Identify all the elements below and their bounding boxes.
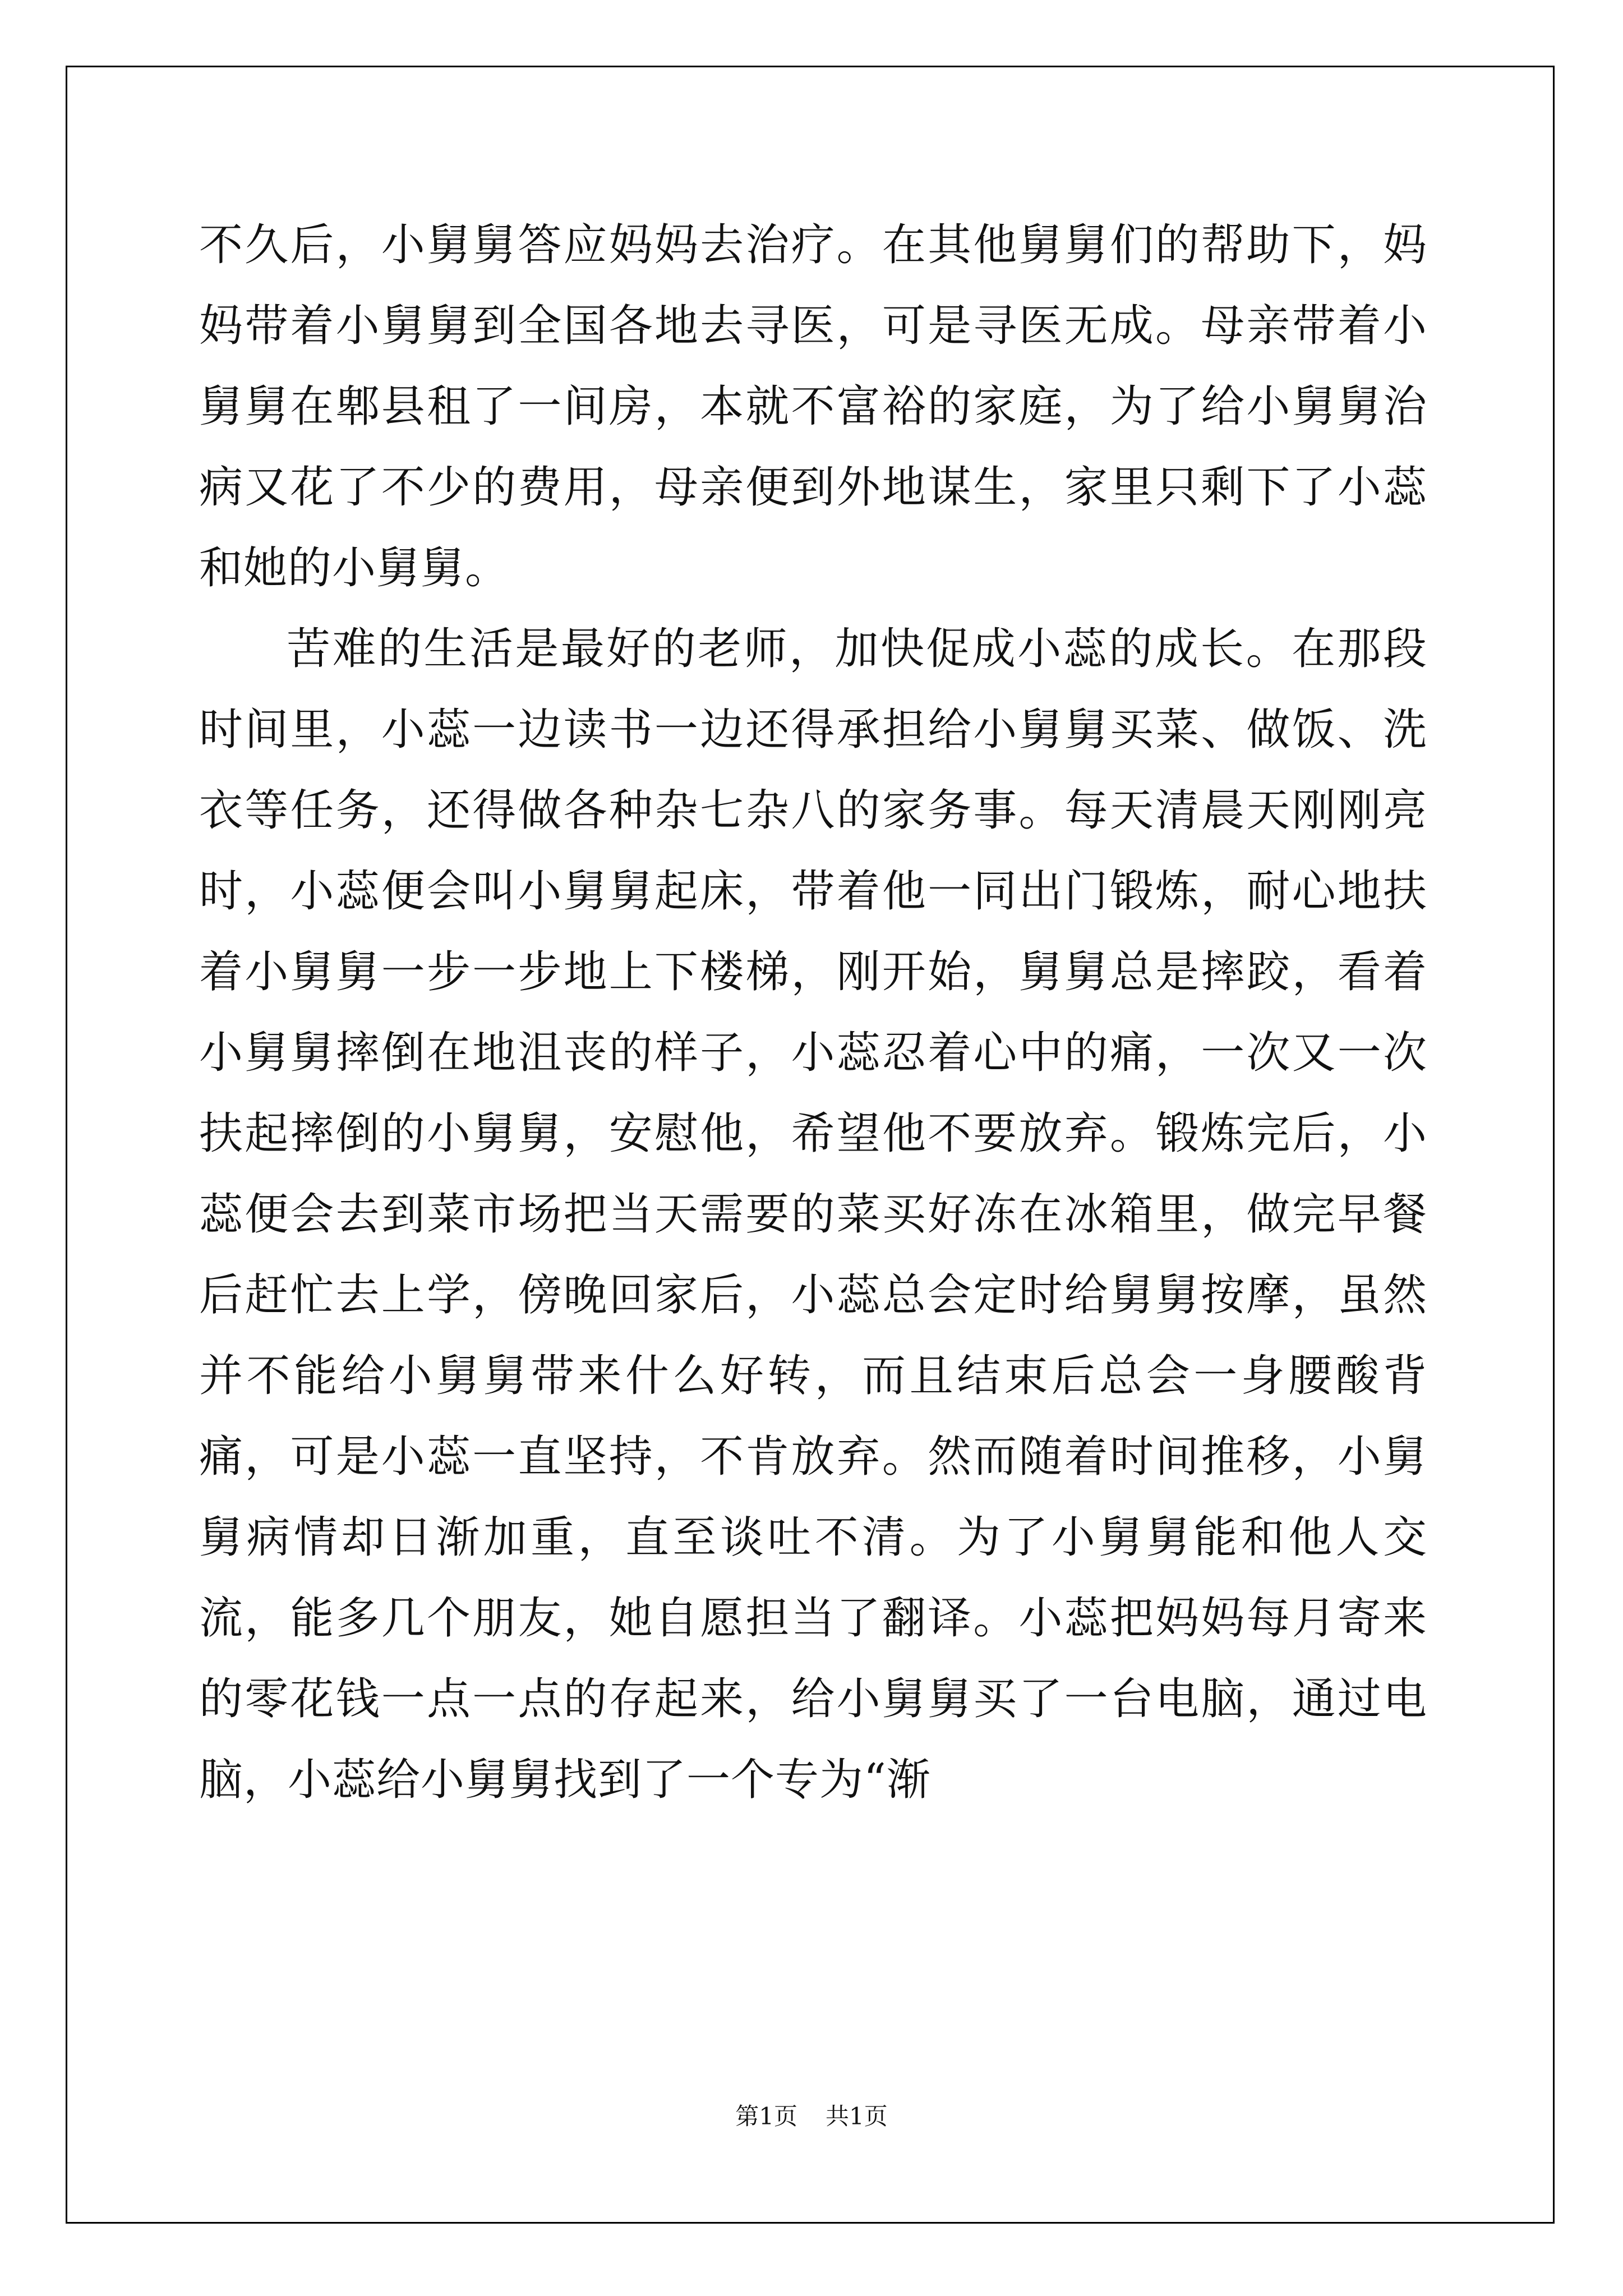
paragraph-2: 苦难的生活是最好的老师，加快促成小蕊的成长。在那段时间里，小蕊一边读书一边还得承担给小舅舅买菜、做饭、洗衣等任务，还得做各种杂七杂八的家务事。每天清晨天刚刚亮时，小蕊便会叫小舅舅起床，带着他一同出门锻炼，耐心地扶着小舅舅一步一步地上下楼梯，刚开始，舅舅总是摔跤，看着小舅舅摔倒在地沮丧的样子，小蕊忍着心中的痛，一次又一次扶起摔倒的小舅舅，安慰他，希望他不要放弃。锻炼完后，小蕊便会去到菜市场把当天需要的菜买好冻在冰箱里，做完早餐后赶忙去上学，傍晚回家后，小蕊总会定时给舅舅按摩，虽然并不能给小舅舅带来什么好转，而且结束后总会一身腰酸背痛，可是小蕊一直坚持，不肯放弃。然而随着时间推移，小舅舅病情却日渐加重，直至谈吐不清。为了小舅舅能和他人交流，能多几个朋友，她自愿担当了翻译。小蕊把妈妈每月寄来的零花钱一点一点的存起来，给小舅舅买了一台电脑，通过电脑，小蕊给小舅舅找到了一个专为“渐	[199, 624, 1427, 1805]
page-footer	[0, 2098, 1623, 2132]
document-body	[199, 205, 1427, 1820]
paragraph-1: 不久后，小舅舅答应妈妈去治疗。在其他舅舅们的帮助下，妈妈带着小舅舅到全国各地去寻医，可是寻医无成。母亲带着小舅舅在郫县租了一间房，本就不富裕的家庭，为了给小舅舅治病又花了不少的费用，母亲便到外地谋生，家里只剩下了小蕊和她的小舅舅。	[199, 220, 1427, 593]
page-number: 第1页	[735, 2102, 797, 2130]
total-pages: 共1页	[826, 2102, 888, 2130]
